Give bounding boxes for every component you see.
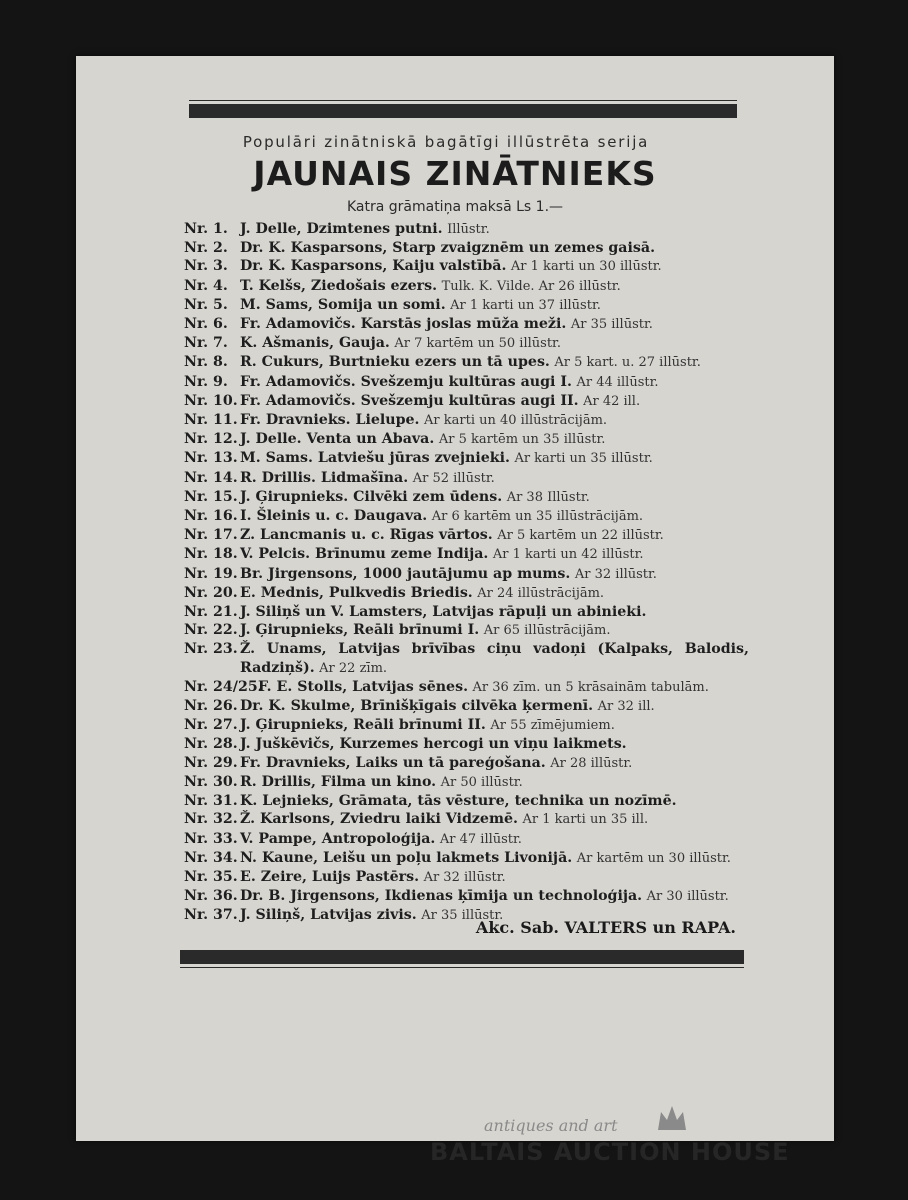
item-note: Ar 35 illūstr. bbox=[421, 908, 504, 924]
item-number: Nr. 29. bbox=[184, 754, 238, 771]
list-item bbox=[184, 430, 749, 449]
item-title: Fr. Dravnieks. Lielupe. bbox=[240, 412, 420, 429]
item-title: T. Kelšs, Ziedošais ezers. bbox=[240, 277, 438, 294]
item-note: Ar 24 illūstrācijām. bbox=[477, 585, 605, 601]
list-item bbox=[184, 640, 749, 677]
item-note: Ar 50 illūstr. bbox=[440, 774, 523, 790]
item-note: Ar 1 karti un 35 ill. bbox=[522, 812, 649, 828]
item-entry bbox=[258, 678, 749, 697]
item-note: Ar 38 Illūstr. bbox=[506, 489, 590, 505]
item-title: Dr. K. Kasparsons, Kaiju valstībā. bbox=[240, 258, 507, 275]
series-title: JAUNAIS ZINĀTNIEKS bbox=[253, 154, 657, 193]
item-note: Ar 1 karti un 37 illūstr. bbox=[450, 297, 601, 313]
item-note: Ar 52 illūstr. bbox=[412, 470, 495, 486]
item-title: M. Sams, Somija un somi. bbox=[240, 296, 446, 313]
item-entry bbox=[240, 697, 749, 716]
list-item bbox=[184, 334, 749, 353]
item-number: Nr. 14. bbox=[184, 469, 238, 486]
item-entry bbox=[240, 507, 749, 526]
item-number: Nr. 2. bbox=[184, 240, 228, 257]
list-item bbox=[184, 296, 749, 315]
item-entry bbox=[240, 735, 749, 753]
item-title: Ž. Karlsons, Zviedru laiki Vidzemē. bbox=[240, 811, 518, 828]
item-entry bbox=[240, 773, 749, 792]
item-entry bbox=[240, 296, 749, 315]
book-list bbox=[184, 220, 749, 926]
item-number: Nr. 13. bbox=[184, 450, 238, 467]
list-item bbox=[184, 810, 749, 829]
item-title: Fr. Dravnieks, Laiks un tā pareģošana. bbox=[240, 754, 546, 771]
list-item bbox=[184, 773, 749, 792]
item-number: Nr. 5. bbox=[184, 296, 228, 313]
item-title: Fr. Adamovičs. Karstās joslas mūža meži. bbox=[240, 316, 567, 333]
item-entry bbox=[240, 603, 749, 621]
item-title: J. Delle. Venta un Abava. bbox=[240, 431, 435, 448]
item-number: Nr. 22. bbox=[184, 622, 238, 639]
list-item bbox=[184, 507, 749, 526]
list-item bbox=[184, 526, 749, 545]
item-title: Dr. K. Skulme, Brīnišķīgais cilvēka ķermenī. bbox=[240, 698, 594, 715]
item-number: Nr. 26. bbox=[184, 698, 238, 715]
item-title: J. Ģirupnieks, Reāli brīnumi II. bbox=[240, 717, 486, 734]
item-entry bbox=[240, 488, 749, 507]
item-title: V. Pampe, Antropoloģija. bbox=[240, 830, 436, 847]
list-item bbox=[184, 849, 749, 868]
item-note: Ar 5 kartēm un 35 illūstr. bbox=[438, 432, 606, 448]
item-title: J. Siliņš, Latvijas zivis. bbox=[240, 907, 417, 924]
list-item bbox=[184, 449, 749, 468]
watermark-house: BALTAIS AUCTION HOUSE bbox=[430, 1138, 790, 1166]
item-number: Nr. 19. bbox=[184, 565, 238, 582]
item-entry bbox=[240, 449, 749, 468]
list-item bbox=[184, 830, 749, 849]
item-number: Nr. 16. bbox=[184, 508, 238, 525]
item-entry bbox=[240, 716, 749, 735]
list-item bbox=[184, 220, 749, 239]
top-rule bbox=[189, 104, 737, 118]
item-title: M. Sams. Latviešu jūras zvejnieki. bbox=[240, 450, 510, 467]
item-title: Br. Jirgensons, 1000 jautājumu ap mums. bbox=[240, 565, 571, 582]
item-number: Nr. 3. bbox=[184, 258, 228, 275]
item-number: Nr. 6. bbox=[184, 316, 228, 333]
list-item bbox=[184, 754, 749, 773]
item-note: Ar 5 kartēm un 22 illūstr. bbox=[497, 528, 664, 544]
item-note: Ar 35 illūstr. bbox=[570, 317, 653, 333]
item-note: Ar karti un 40 illūstrācijām. bbox=[424, 413, 608, 429]
item-number: Nr. 4. bbox=[184, 277, 228, 294]
item-number: Nr. 30. bbox=[184, 773, 238, 790]
item-number: Nr. 20. bbox=[184, 584, 238, 601]
item-note: Ar 32 illūstr. bbox=[423, 869, 506, 885]
item-title: E. Zeire, Luijs Pastērs. bbox=[240, 868, 420, 885]
item-number: Nr. 31. bbox=[184, 793, 238, 810]
list-item bbox=[184, 392, 749, 411]
item-title: K. Ašmanis, Gauja. bbox=[240, 335, 390, 352]
item-note: Ar 28 illūstr. bbox=[550, 755, 633, 771]
list-item bbox=[184, 887, 749, 906]
list-item bbox=[184, 353, 749, 372]
list-item bbox=[184, 621, 749, 640]
list-item bbox=[184, 373, 749, 392]
item-note: Ar 7 kartēm un 50 illūstr. bbox=[394, 336, 561, 352]
item-title: J. Delle, Dzimtenes putni. bbox=[240, 221, 443, 237]
item-title: Fr. Adamovičs. Svešzemju kultūras augi I. bbox=[240, 373, 572, 390]
list-item bbox=[184, 735, 749, 753]
item-note: Ar 1 karti un 42 illūstr. bbox=[492, 547, 644, 563]
item-number: Nr. 9. bbox=[184, 373, 228, 390]
list-item bbox=[184, 565, 749, 584]
item-title: J. Siliņš un V. Lamsters, Latvijas rāpuļi un abinieki. bbox=[240, 604, 647, 621]
item-title: Ž. Unams, Latvijas brīvības ciņu vadoņi (Kalpaks, Balodis, Radziņš). bbox=[240, 641, 749, 676]
item-note: Ar 55 zīmējumiem. bbox=[490, 718, 615, 734]
item-entry bbox=[240, 754, 749, 773]
item-entry bbox=[240, 545, 749, 564]
item-title: J. Ģirupnieks. Cilvēki zem ūdens. bbox=[240, 488, 503, 505]
item-entry bbox=[240, 411, 749, 430]
item-title: J. Juškēvičs, Kurzemes hercogi un viņu laikmets. bbox=[240, 736, 627, 753]
item-note: Ar 5 kart. u. 27 illūstr. bbox=[554, 355, 701, 371]
item-number: Nr. 35. bbox=[184, 868, 238, 885]
item-title: J. Ģirupnieks, Reāli brīnumi I. bbox=[240, 622, 480, 639]
item-number: Nr. 36. bbox=[184, 888, 238, 905]
item-number: Nr. 24/25. bbox=[184, 678, 263, 695]
item-number: Nr. 8. bbox=[184, 354, 228, 371]
list-item bbox=[184, 277, 749, 296]
item-entry bbox=[240, 868, 749, 887]
list-item bbox=[184, 315, 749, 334]
item-note: Ar karti un 35 illūstr. bbox=[514, 451, 653, 467]
item-note: Ar 36 zīm. un 5 krāsainām tabulām. bbox=[472, 679, 709, 695]
item-note: Tulk. K. Vilde. Ar 26 illūstr. bbox=[441, 278, 621, 294]
list-item bbox=[184, 411, 749, 430]
item-note: Ar kartēm un 30 illūstr. bbox=[576, 850, 731, 866]
item-entry bbox=[240, 277, 749, 296]
item-note: Ar 47 illūstr. bbox=[439, 831, 522, 847]
item-note: Ar 65 illūstrācijām. bbox=[483, 623, 611, 639]
list-item bbox=[184, 697, 749, 716]
item-note: Ar 1 karti un 30 illūstr. bbox=[510, 259, 662, 275]
document-page bbox=[76, 56, 834, 1141]
item-title: V. Pelcis. Brīnumu zeme Indija. bbox=[240, 546, 489, 563]
item-entry bbox=[240, 810, 749, 829]
item-title: R. Cukurs, Burtnieku ezers un tā upes. bbox=[240, 354, 550, 371]
item-number: Nr. 17. bbox=[184, 527, 238, 544]
watermark-text: antiques and art bbox=[484, 1116, 618, 1135]
list-item bbox=[184, 792, 749, 810]
item-note: Ar 30 illūstr. bbox=[646, 889, 729, 905]
item-entry bbox=[240, 830, 749, 849]
list-item bbox=[184, 603, 749, 621]
item-note: Ar 42 ill. bbox=[583, 393, 641, 409]
item-title: I. Šleinis u. c. Daugava. bbox=[240, 508, 428, 525]
item-entry bbox=[240, 887, 749, 906]
item-number: Nr. 21. bbox=[184, 604, 238, 621]
item-number: Nr. 7. bbox=[184, 335, 228, 352]
item-title: Fr. Adamovičs. Svešzemju kultūras augi II. bbox=[240, 392, 579, 409]
item-entry bbox=[240, 239, 749, 257]
list-item bbox=[184, 716, 749, 735]
series-subtitle: Populāri zinātniskā bagātīgi illūstrēta serija bbox=[242, 133, 650, 151]
item-number: Nr. 11. bbox=[184, 412, 238, 429]
item-entry bbox=[240, 565, 749, 584]
price-line: Katra grāmatiņa maksā Ls 1.— bbox=[346, 199, 564, 215]
item-entry bbox=[240, 584, 749, 603]
list-item bbox=[184, 584, 749, 603]
item-entry bbox=[240, 392, 749, 411]
item-entry bbox=[240, 353, 749, 372]
item-title: Dr. K. Kasparsons, Starp zvaigznēm un zemes gaisā. bbox=[240, 240, 656, 257]
item-title: Z. Lancmanis u. c. Rīgas vārtos. bbox=[240, 527, 493, 544]
item-number: Nr. 28. bbox=[184, 736, 238, 753]
item-number: Nr. 34. bbox=[184, 849, 238, 866]
item-number: Nr. 18. bbox=[184, 546, 238, 563]
item-entry bbox=[240, 469, 749, 488]
item-title: E. Mednis, Pulkvedis Briedis. bbox=[240, 584, 473, 601]
item-entry bbox=[240, 257, 749, 276]
list-item bbox=[184, 469, 749, 488]
item-number: Nr. 23. bbox=[184, 641, 238, 658]
item-number: Nr. 32. bbox=[184, 811, 238, 828]
item-entry bbox=[240, 315, 749, 334]
item-title: R. Drillis, Filma un kino. bbox=[240, 773, 437, 790]
item-note: Illūstr. bbox=[447, 222, 490, 237]
item-entry bbox=[240, 220, 749, 239]
item-number: Nr. 37. bbox=[184, 907, 238, 924]
item-title: F. E. Stolls, Latvijas sēnes. bbox=[258, 678, 469, 695]
list-item bbox=[184, 678, 749, 697]
item-entry bbox=[240, 334, 749, 353]
item-entry bbox=[240, 849, 749, 868]
list-item bbox=[184, 239, 749, 257]
item-note: Ar 6 kartēm un 35 illūstrācijām. bbox=[431, 509, 644, 525]
list-item bbox=[184, 488, 749, 507]
item-title: K. Lejnieks, Grāmata, tās vēsture, technika un nozīmē. bbox=[240, 793, 677, 810]
item-entry bbox=[240, 640, 749, 677]
item-number: Nr. 33. bbox=[184, 830, 238, 847]
item-note: Ar 44 illūstr. bbox=[576, 374, 659, 390]
item-entry bbox=[240, 430, 749, 449]
list-item bbox=[184, 257, 749, 276]
item-title: R. Drillis. Lidmašīna. bbox=[240, 469, 409, 486]
publisher: Akc. Sab. VALTERS un RAPA. bbox=[475, 918, 736, 937]
list-item bbox=[184, 545, 749, 564]
item-note: Ar 32 illūstr. bbox=[574, 566, 657, 582]
item-title: Dr. B. Jirgensons, Ikdienas ķīmija un technoloģija. bbox=[240, 888, 643, 905]
item-number: Nr. 27. bbox=[184, 717, 238, 734]
item-note: Ar 22 zīm. bbox=[319, 660, 388, 676]
item-entry bbox=[240, 526, 749, 545]
item-entry bbox=[240, 792, 749, 810]
item-title: N. Kaune, Leišu un poļu lakmets Livonijā. bbox=[240, 849, 573, 866]
item-number: Nr. 12. bbox=[184, 431, 238, 448]
item-note: Ar 32 ill. bbox=[597, 699, 655, 715]
item-number: Nr. 10. bbox=[184, 392, 238, 409]
list-item bbox=[184, 868, 749, 887]
item-number: Nr. 1. bbox=[184, 221, 228, 237]
bottom-rule bbox=[180, 950, 744, 964]
item-entry bbox=[240, 373, 749, 392]
crown-icon bbox=[656, 1104, 688, 1134]
item-entry bbox=[240, 621, 749, 640]
item-number: Nr. 15. bbox=[184, 488, 238, 505]
